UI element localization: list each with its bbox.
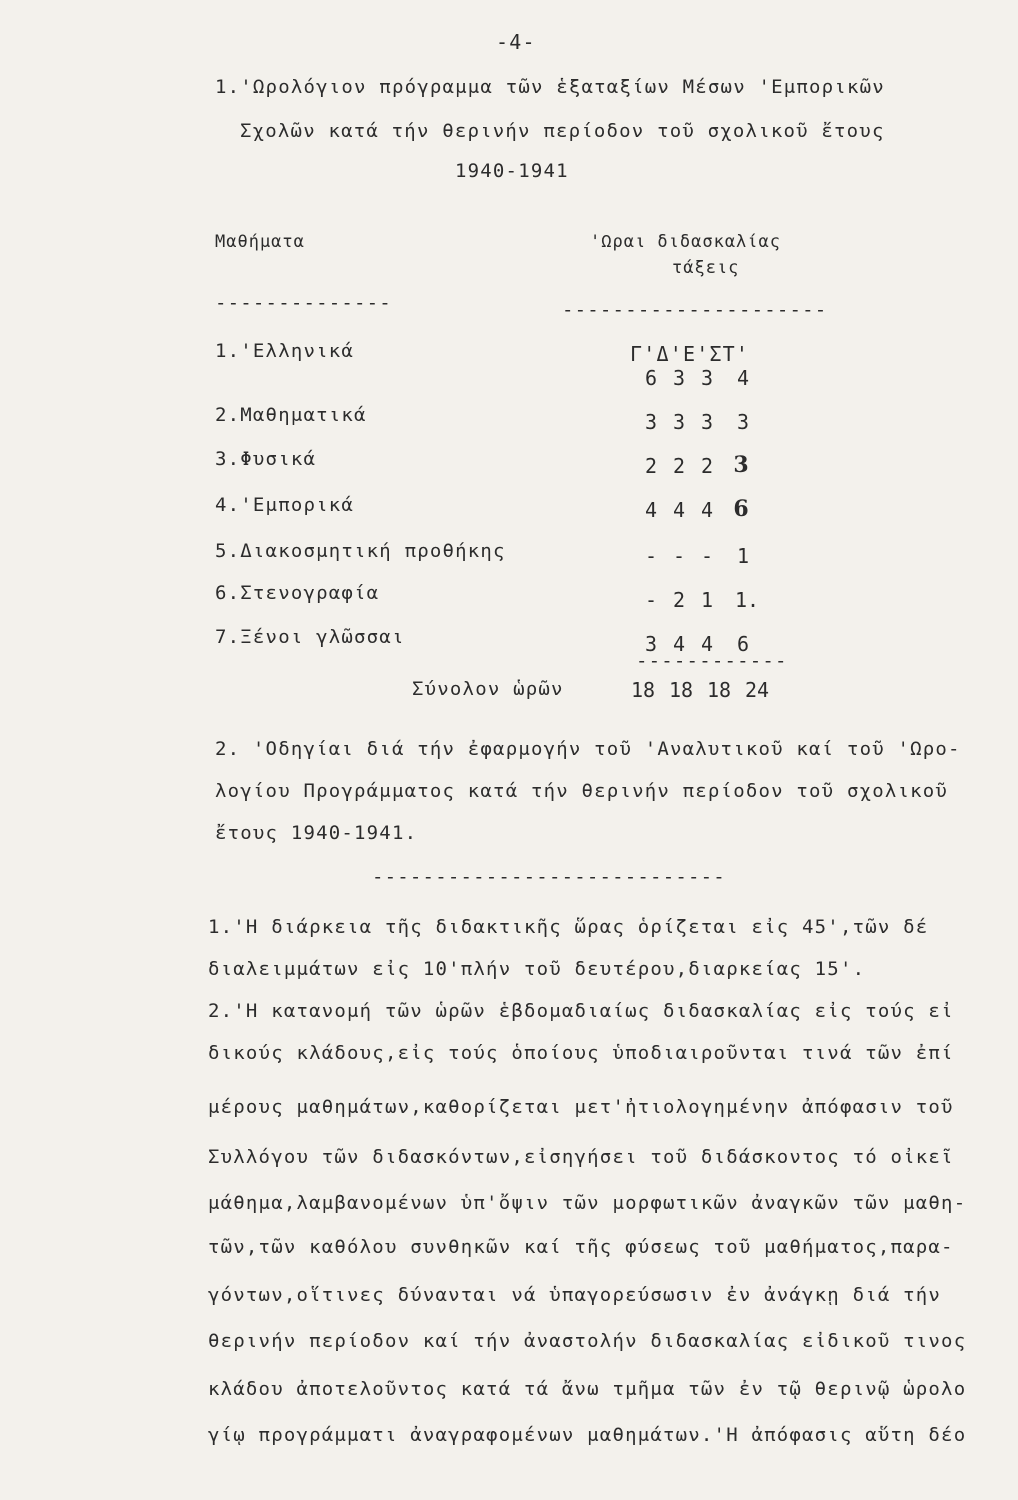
cell-r4-c1: 4 [644,498,658,522]
subject-row-5: 5.Διακοσμητική προθήκης [215,540,506,562]
cell-r1-c3: 3 [700,366,714,390]
cell-r3-c1: 2 [644,454,658,478]
subject-row-7: 7.Ξένοι γλῶσσαι [215,626,405,648]
subject-row-3: 3.Φυσικά [215,448,317,470]
body-line-4: δικούς κλάδους,εἰς τούς ὁποίους ὑποδιαιροῦνται τινά τῶν ἐπί [208,1042,954,1064]
cell-r6-c2: 2 [672,588,686,612]
body-line-11: κλάδου ἀποτελοῦντος κατά τά ἄνω τμῆμα τῶν ἐν τῷ θερινῷ ὡρολο [208,1378,967,1400]
cell-r5-c2: - [672,544,686,568]
cell-r2-c2: 3 [672,410,686,434]
cell-r5-c3: - [700,544,714,568]
total-label: Σύνολον ὡρῶν [412,678,564,700]
cell-r6-c4: 1. [734,588,760,612]
subject-row-4: 4.'Εμπορικά [215,494,355,516]
title-line-3: 1940-1941 [455,160,569,182]
body-line-1: 1.'Η διάρκεια τῆς διδακτικῆς ὥρας ὁρίζεται εἰς 45',τῶν δέ [208,916,929,938]
sum-rule: ------------ [636,650,788,672]
cell-r6-c1: - [644,588,658,612]
cell-r7-c2: 4 [672,632,686,656]
cell-r5-c1: - [644,544,658,568]
section2-line-1: 2. 'Οδηγίαι διά τήν ἐφαρμογήν τοῦ 'Αναλυτικοῦ καί τοῦ 'Ωρο- [215,738,961,760]
cell-r4-c2: 4 [672,498,686,522]
cell-r1-c1: 6 [644,366,658,390]
class-header: Γ'Δ'Ε'ΣΤ' [630,342,750,366]
subject-row-1: 1.'Ελληνικά [215,340,355,362]
cell-r6-c3: 1 [700,588,714,612]
cell-r5-c4: 1 [736,544,750,568]
body-line-5: μέρους μαθημάτων,καθορίζεται μετ'ἠτιολογημένην ἀπόφασιν τοῦ [208,1096,954,1118]
header-rule-left: -------------- [215,292,392,314]
cell-r7-c3: 4 [700,632,714,656]
header-rule-right: --------------------- [562,299,828,321]
section2-rule: ---------------------------- [372,866,726,888]
title-line-2: Σχολῶν κατά τήν θερινήν περίοδον τοῦ σχολικοῦ ἔτους [240,120,885,142]
subject-row-6: 6.Στενογραφία [215,582,380,604]
column-header-subjects: Μαθήματα [215,232,305,252]
column-header-hours: 'Ωραι διδασκαλίας [590,232,781,252]
body-line-8: τῶν,τῶν καθόλου συνθηκῶν καί τῆς φύσεως τοῦ μαθήματος,παρα- [208,1236,954,1258]
section2-line-3: ἔτους 1940-1941. [215,822,418,844]
cell-r1-c4: 4 [736,366,750,390]
cell-r2-c1: 3 [644,410,658,434]
total-c3: 18 [706,678,732,702]
cell-r2-c3: 3 [700,410,714,434]
cell-r2-c4: 3 [736,410,750,434]
page-number: -4- [496,30,536,54]
cell-r1-c2: 3 [672,366,686,390]
subject-row-2: 2.Μαθηματικά [215,404,367,426]
cell-r7-c4: 6 [736,632,750,656]
cell-r7-c1: 3 [644,632,658,656]
body-line-2: διαλειμμάτων εἰς 10'πλήν τοῦ δευτέρου,διαρκείας 15'. [208,958,866,980]
total-c2: 18 [668,678,694,702]
body-line-9: γόντων,οἵτινες δύνανται νά ὑπαγορεύσωσιν ἐν ἀνάγκῃ διά τήν [208,1284,942,1306]
cell-r4-c3: 4 [700,498,714,522]
body-line-6: Συλλόγου τῶν διδασκόντων,εἰσηγήσει τοῦ διδάσκοντος τό οἰκεῖ [208,1146,954,1168]
cell-r3-c2: 2 [672,454,686,478]
cell-r3-c3: 2 [700,454,714,478]
body-line-3: 2.'Η κατανομή τῶν ὡρῶν ἑβδομαδιαίως διδασκαλίας εἰς τούς εἰ [208,1000,954,1022]
title-line-1: 1.'Ωρολόγιον πρόγραμμα τῶν ἑξαταξίων Μέσων 'Εμπορικῶν [215,76,885,98]
column-header-classes: τάξεις [672,258,740,278]
cell-r3-c4: 3 [733,452,749,478]
body-line-10: θερινήν περίοδον καί τήν ἀναστολήν διδασκαλίας εἰδικοῦ τινος [208,1330,967,1352]
total-c1: 18 [630,678,656,702]
body-line-12: γίῳ προγράμματι ἀναγραφομένων μαθημάτων.'Η ἀπόφασις αὕτη δέο [208,1424,967,1446]
cell-r4-c4: 6 [733,496,749,522]
section2-line-2: λογίου Προγράμματος κατά τήν θερινήν περίοδον τοῦ σχολικοῦ [215,780,949,802]
total-c4: 24 [744,678,770,702]
body-line-7: μάθημα,λαμβανομένων ὑπ'ὄψιν τῶν μορφωτικῶν ἀναγκῶν τῶν μαθη- [208,1192,967,1214]
